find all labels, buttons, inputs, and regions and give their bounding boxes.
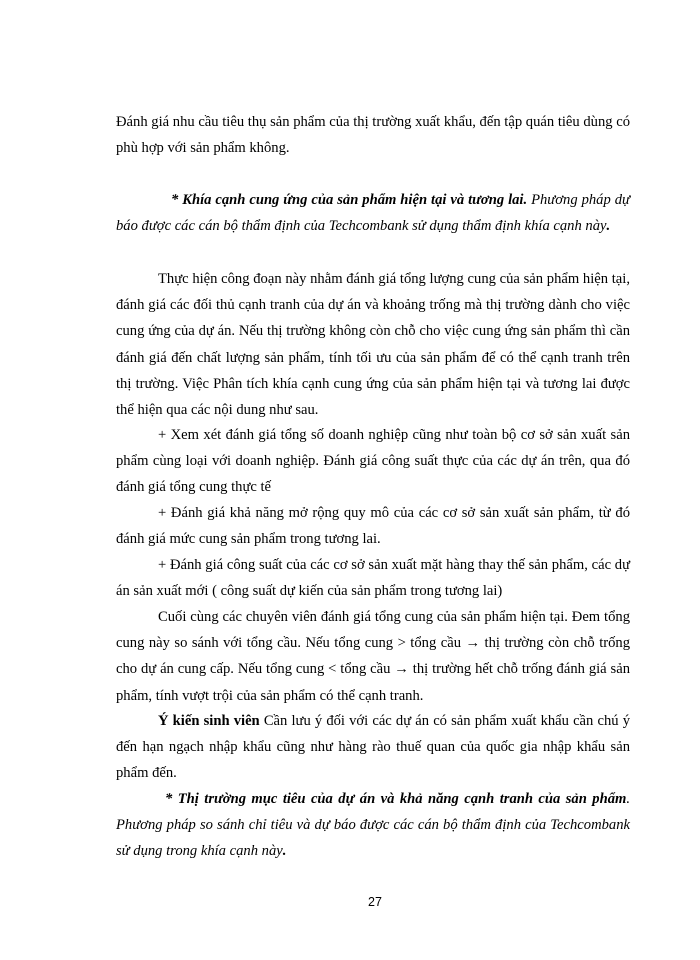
page-number: 27 bbox=[368, 895, 382, 909]
paragraph-supply-description: Thực hiện công đoạn này nhằm đánh giá tổng lượng cung của sản phẩm hiện tại, đánh giá các đối thủ cạnh tranh của dự án và khoảng trống mà thị trường dành cho việc cung ứng của dự án. Nếu thị trường không còn chỗ cho việc cung ứng sản phẩm thì cần đánh giá đến chất lượng sản phẩm, tính tối ưu của sản phẩm để có thể cạnh tranh trên thị trường. Việc Phân tích khía cạnh cung ứng của sản phẩm hiện tại và tương lai được thể hiện qua các nội dung như sau. bbox=[116, 271, 630, 419]
supply-aspect-period: . bbox=[606, 218, 611, 235]
paragraph-supply-aspect-heading bbox=[116, 187, 630, 239]
student-opinion-label: Ý kiến sinh viên bbox=[158, 713, 260, 729]
target-market-method: . Phương pháp so sánh chỉ tiêu và dự báo được các cán bộ thẩm định của Techcombank sử dụng trong khía cạnh này bbox=[116, 791, 630, 860]
paragraph-bullet-existing-capacity: + Xem xét đánh giá tổng số doanh nghiệp cũng như toàn bộ cơ sở sản xuất sản phẩm cùng loại với doanh nghiệp. Đánh giá công suất thực của các dự án trên, qua đó đánh giá tổng cung thực tế bbox=[116, 427, 630, 496]
paragraph-export-demand: Đánh giá nhu cầu tiêu thụ sản phẩm của thị trường xuất khẩu, đến tập quán tiêu dùng có phù hợp với sản phẩm không. bbox=[116, 114, 630, 157]
paragraph-bullet-substitutes: + Đánh giá công suất của các cơ sở sản xuất mặt hàng thay thế sản phẩm, các dự án sản xuất mới ( công suất dự kiến của sản phẩm trong tương lai) bbox=[116, 557, 630, 600]
supply-aspect-title: * Khía cạnh cung ứng của sản phẩm hiện tại và tương lai. bbox=[171, 192, 528, 208]
paragraph-bullet-expansion: + Đánh giá khả năng mở rộng quy mô của các cơ sở sản xuất sản phẩm, từ đó đánh giá mức cung sản phẩm trong tương lai. bbox=[116, 505, 630, 548]
target-market-period: . bbox=[282, 843, 287, 860]
paragraph-student-opinion bbox=[116, 708, 630, 787]
student-opinion-text: Cần lưu ý đối với các dự án có sản phẩm xuất khẩu cần chú ý đến hạn ngạch nhập khẩu cũng như hàng rào thuế quan của quốc gia nhập khẩu sản phẩm đến. bbox=[116, 713, 630, 782]
paragraph-supply-demand-comparison: Cuối cùng các chuyên viên đánh giá tổng cung của sản phẩm hiện tại. Đem tổng cung này so sánh với tổng cầu. Nếu tổng cung > tổng cầu → thị trường còn chỗ trống cho dự án cung cấp. Nếu tổng cung < tổng cầu → thị trường hết chỗ trống đánh giá sản phẩm, tính vượt trội của sản phẩm có thể cạnh tranh. bbox=[116, 609, 630, 704]
target-market-title: * Thị trường mục tiêu của dự án và khả năng cạnh tranh của sản phẩm bbox=[165, 791, 627, 807]
paragraph-target-market-heading bbox=[116, 786, 630, 865]
supply-aspect-method: Phương pháp dự báo được các cán bộ thẩm định của Techcombank sử dụng thẩm định khía cạnh này bbox=[116, 192, 630, 235]
